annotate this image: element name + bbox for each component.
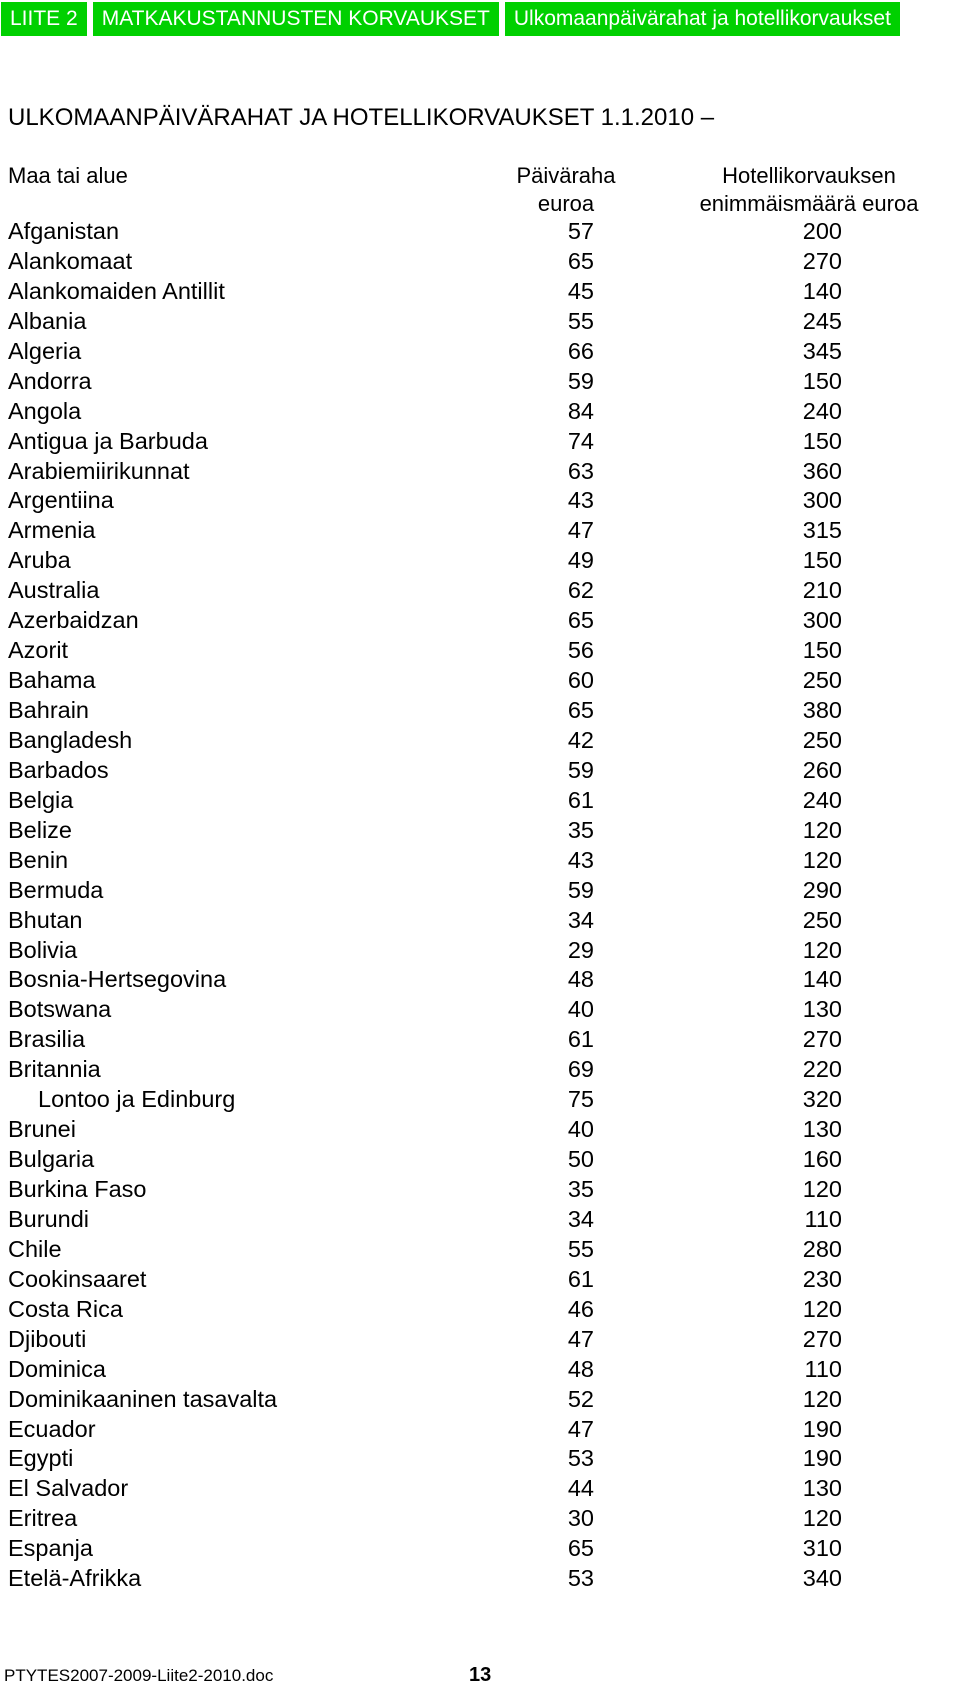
country-name: Cookinsaaret [8,1265,147,1292]
table-row [0,1205,960,1235]
subsection-tag: Ulkomaanpäivärahat ja hotellikorvaukset [505,2,900,36]
country-name: Bangladesh [8,726,133,753]
daily-allowance: 47 [567,1325,594,1352]
daily-allowance: 30 [567,1505,594,1532]
column-header-hotel [689,162,929,218]
hotel-max: 130 [802,996,842,1023]
hotel-max: 345 [802,337,842,364]
country-name: Bahrain [8,697,89,723]
hotel-max: 270 [802,1325,842,1352]
country-name: Burkina Faso [8,1176,147,1202]
country-name: Algeria [8,337,82,364]
country-name: Argentiina [8,487,114,514]
hotel-max: 270 [802,1026,842,1053]
daily-allowance: 65 [567,1535,594,1562]
table-row [0,516,960,546]
header-bar [1,2,900,36]
daily-allowance: 48 [567,1355,594,1382]
hotel-max: 250 [802,726,842,753]
column-header-country: Maa tai alue [8,163,128,188]
table-row [0,995,960,1025]
hotel-max: 150 [802,637,842,664]
column-header-hotel-line2: enimmäismäärä euroa [699,191,919,216]
hotel-max: 240 [802,786,842,813]
table-row [0,1385,960,1415]
hotel-max: 270 [802,247,842,274]
daily-allowance: 61 [567,786,594,813]
daily-allowance: 61 [567,1265,594,1292]
table-row [0,367,960,397]
table-row [0,1115,960,1145]
daily-allowance: 57 [567,218,594,244]
daily-allowance: 50 [567,1146,594,1173]
hotel-max: 150 [802,367,842,394]
country-name: Dominikaaninen tasavalta [8,1385,278,1412]
table-row [0,846,960,876]
hotel-max: 190 [802,1415,842,1442]
country-name: Ecuador [8,1415,96,1442]
table-row [0,1175,960,1205]
table-row [0,1504,960,1534]
hotel-max: 320 [802,1086,842,1113]
country-name: Bahama [8,667,96,694]
country-name: Bosnia-Hertsegovina [8,966,227,993]
table-row [0,1055,960,1085]
country-name: Alankomaat [8,247,133,274]
daily-allowance: 47 [567,1415,594,1442]
table-row [0,1025,960,1055]
column-header-hotel-line1: Hotellikorvauksen [722,163,896,188]
daily-allowance: 65 [567,607,594,634]
table-row [0,906,960,936]
hotel-max: 230 [802,1265,842,1292]
country-name: Belgia [8,786,74,813]
table-row [0,1265,960,1295]
daily-allowance: 35 [567,1176,594,1202]
table-row [0,427,960,457]
daily-allowance: 74 [567,427,594,454]
daily-allowance: 56 [567,637,594,664]
daily-allowance: 34 [567,906,594,933]
country-name: Brunei [8,1116,76,1143]
country-name: Dominica [8,1355,106,1382]
country-name: Etelä-Afrikka [8,1565,142,1592]
daily-allowance: 61 [567,1026,594,1053]
country-name: Alankomaiden Antillit [8,277,225,304]
hotel-max: 120 [802,816,842,843]
country-name: Bolivia [8,936,78,963]
daily-allowance: 43 [567,846,594,873]
daily-allowance: 75 [567,1086,594,1113]
hotel-max: 245 [802,307,842,334]
country-name: Benin [8,846,69,873]
table-row [0,1534,960,1564]
column-header-daily-line2: euroa [537,191,595,216]
country-name: Afganistan [8,218,120,244]
table-row [0,546,960,576]
table-row [0,636,960,666]
hotel-max: 120 [802,1505,842,1532]
daily-allowance: 46 [567,1295,594,1322]
footer-filename: PTYTES2007-2009-Liite2-2010.doc [4,1666,274,1685]
daily-allowance: 53 [567,1565,594,1592]
table-row [0,1325,960,1355]
hotel-max: 340 [802,1565,842,1592]
column-header-daily-line1: Päiväraha [516,163,616,188]
daily-allowance: 60 [567,667,594,694]
daily-allowance: 62 [567,577,594,604]
hotel-max: 140 [802,277,842,304]
table-row [0,666,960,696]
daily-allowance: 69 [567,1056,594,1083]
hotel-max: 315 [802,517,842,544]
daily-allowance: 55 [567,1235,594,1262]
table-row [0,936,960,966]
daily-allowance: 34 [567,1205,594,1232]
hotel-max: 110 [804,1205,842,1232]
country-name: Brasilia [8,1026,86,1053]
daily-allowance: 40 [567,1116,594,1143]
table-row [0,1415,960,1445]
table-row [0,726,960,756]
hotel-max: 380 [802,697,842,723]
country-name: Aruba [8,547,71,574]
country-name: Lontoo ja Edinburg [38,1086,236,1113]
daily-allowance: 48 [567,966,594,993]
hotel-max: 260 [802,756,842,783]
country-name: Bulgaria [8,1146,95,1173]
daily-allowance: 84 [567,397,594,424]
country-name: El Salvador [8,1475,129,1502]
country-name: Antigua ja Barbuda [8,427,208,454]
table-row [0,217,960,247]
hotel-max: 150 [802,547,842,574]
table-row [0,1474,960,1504]
table-row [0,1295,960,1325]
table-row [0,457,960,487]
page-number: 13 [469,1664,492,1686]
table-row [0,786,960,816]
country-name: Barbados [8,756,109,783]
country-name: Bhutan [8,906,83,933]
country-name: Belize [8,816,73,843]
table-row [0,277,960,307]
country-name: Egypti [8,1445,74,1472]
country-name: Djibouti [8,1325,87,1352]
table-row [0,576,960,606]
hotel-max: 120 [802,846,842,873]
daily-allowance: 42 [567,726,594,753]
table-row [0,486,960,516]
country-name: Angola [8,397,82,424]
hotel-max: 150 [802,427,842,454]
hotel-max: 220 [802,1056,842,1083]
country-name: Burundi [8,1205,89,1232]
daily-allowance: 45 [567,277,594,304]
hotel-max: 250 [802,667,842,694]
country-name: Azorit [8,637,69,664]
table-row [0,606,960,636]
country-name: Azerbaidzan [8,607,139,634]
table-row [0,816,960,846]
hotel-max: 110 [804,1355,842,1382]
country-name: Arabiemiirikunnat [8,457,190,484]
column-header-daily [511,162,621,218]
daily-allowance: 52 [567,1385,594,1412]
daily-allowance: 44 [567,1475,594,1502]
daily-allowance: 59 [567,367,594,394]
hotel-max: 240 [802,397,842,424]
table-row [0,756,960,786]
table-row [0,307,960,337]
daily-allowance: 43 [567,487,594,514]
hotel-max: 130 [802,1116,842,1143]
country-name: Bermuda [8,876,104,903]
daily-allowance: 29 [567,936,594,963]
country-name: Armenia [8,517,96,544]
table-row [0,337,960,367]
hotel-max: 290 [802,876,842,903]
hotel-max: 190 [802,1445,842,1472]
daily-allowance: 49 [567,547,594,574]
daily-allowance: 59 [567,876,594,903]
country-name: Australia [8,577,100,604]
hotel-max: 160 [802,1146,842,1173]
table-row [0,696,960,726]
hotel-max: 280 [802,1235,842,1262]
allowance-table [0,217,960,1594]
table-row [0,876,960,906]
daily-allowance: 63 [567,457,594,484]
country-name: Costa Rica [8,1295,123,1322]
daily-allowance: 35 [567,816,594,843]
daily-allowance: 65 [567,247,594,274]
hotel-max: 300 [802,607,842,634]
hotel-max: 210 [802,577,842,604]
country-name: Britannia [8,1056,101,1083]
table-row [0,1085,960,1115]
daily-allowance: 53 [567,1445,594,1472]
hotel-max: 250 [802,906,842,933]
hotel-max: 130 [802,1475,842,1502]
country-name: Eritrea [8,1505,78,1532]
table-row [0,1145,960,1175]
daily-allowance: 47 [567,517,594,544]
hotel-max: 120 [802,936,842,963]
page-title: ULKOMAANPÄIVÄRAHAT JA HOTELLIKORVAUKSET 1.1.2010 – [8,104,715,131]
daily-allowance: 66 [567,337,594,364]
hotel-max: 310 [802,1535,842,1562]
hotel-max: 120 [802,1295,842,1322]
table-row [0,1444,960,1474]
country-name: Espanja [8,1535,93,1562]
table-row [0,965,960,995]
table-row [0,1235,960,1265]
hotel-max: 120 [802,1176,842,1202]
daily-allowance: 65 [567,697,594,723]
table-row [0,247,960,277]
hotel-max: 120 [802,1385,842,1412]
hotel-max: 140 [802,966,842,993]
section-tag: MATKAKUSTANNUSTEN KORVAUKSET [93,2,499,36]
daily-allowance: 59 [567,756,594,783]
daily-allowance: 55 [567,307,594,334]
country-name: Botswana [8,996,112,1023]
hotel-max: 360 [802,457,842,484]
appendix-tag: LIITE 2 [1,2,87,36]
table-row [0,1355,960,1385]
table-row [0,1564,960,1594]
daily-allowance: 40 [567,996,594,1023]
country-name: Andorra [8,367,92,394]
hotel-max: 300 [802,487,842,514]
country-name: Chile [8,1235,62,1262]
hotel-max: 200 [802,218,842,244]
table-row [0,397,960,427]
country-name: Albania [8,307,87,334]
